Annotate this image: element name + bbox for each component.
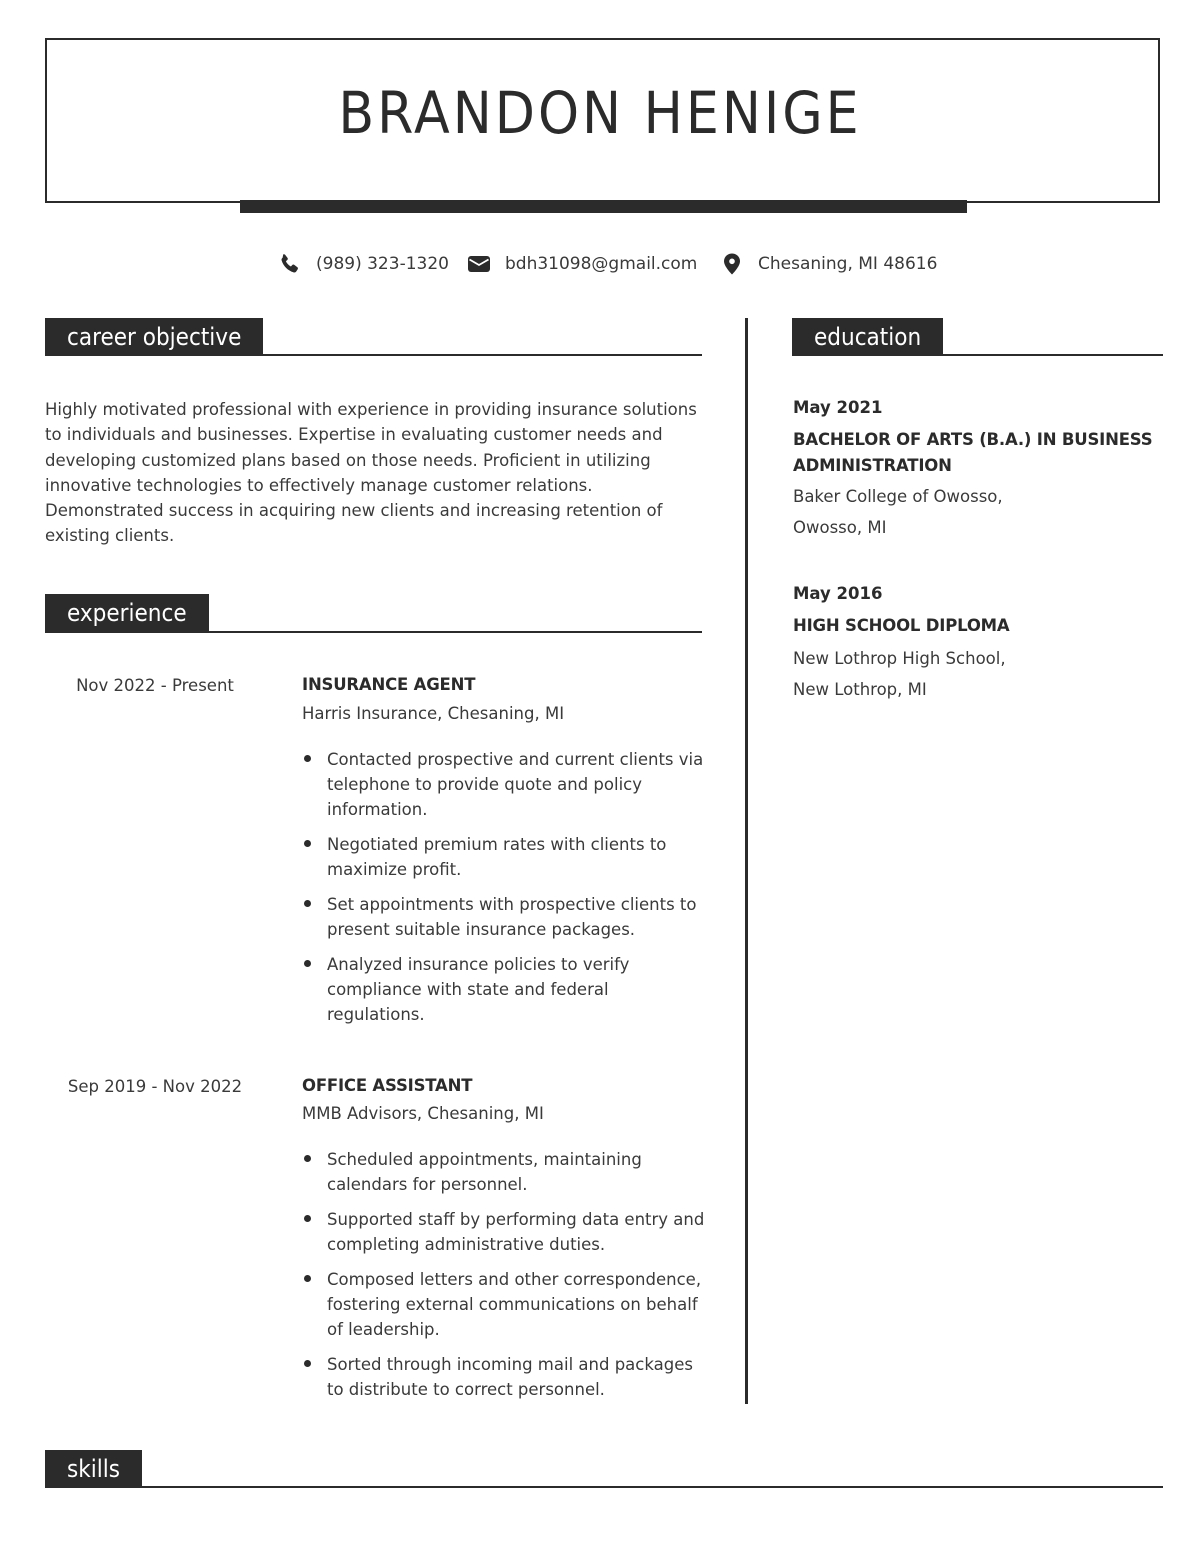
job-bullets [302, 747, 707, 1037]
candidate-name: BRANDON HENIGE [338, 79, 862, 147]
job-company: MMB Advisors, Chesaning, MI [302, 1104, 544, 1123]
education-place: Owosso, MI [793, 518, 887, 537]
education-date: May 2016 [793, 584, 883, 603]
section-rule-career-objective [45, 354, 702, 356]
job-bullets [302, 1147, 707, 1412]
education-degree: BACHELOR OF ARTS (B.A.) IN BUSINESS ADMINISTRATION [793, 430, 1153, 475]
section-title-experience: experience [45, 594, 209, 632]
contact-phone [278, 252, 449, 276]
education-date: May 2021 [793, 398, 883, 417]
section-title-skills: skills [45, 1450, 142, 1488]
list-item: Supported staff by performing data entry and completing administrative duties. [302, 1207, 707, 1257]
contact-email [467, 252, 697, 276]
education-school: New Lothrop High School, [793, 649, 1006, 668]
phone-text: (989) 323-1320 [316, 254, 449, 274]
phone-icon [278, 252, 302, 276]
column-divider [745, 318, 748, 1404]
location-pin-icon [720, 252, 744, 276]
contact-location [720, 252, 937, 276]
education-school: Baker College of Owosso, [793, 487, 1003, 506]
section-rule-experience [45, 631, 702, 633]
section-title-education: education [792, 318, 943, 356]
list-item: Analyzed insurance policies to verify compliance with state and federal regulations. [302, 952, 707, 1027]
name-underline-bar [240, 200, 967, 213]
list-item: Contacted prospective and current clients via telephone to provide quote and policy information. [302, 747, 707, 822]
list-item: Composed letters and other correspondence, fostering external communications on behalf of leadership. [302, 1267, 707, 1342]
email-text: bdh31098@gmail.com [505, 254, 698, 274]
list-item: Sorted through incoming mail and packages to distribute to correct personnel. [302, 1352, 707, 1402]
section-rule-skills [45, 1486, 1163, 1488]
envelope-icon [467, 252, 491, 276]
list-item: Scheduled appointments, maintaining calendars for personnel. [302, 1147, 707, 1197]
job-title: OFFICE ASSISTANT [302, 1076, 473, 1095]
job-dates: Nov 2022 - Present [76, 676, 234, 695]
section-title-career-objective: career objective [45, 318, 263, 356]
job-title: INSURANCE AGENT [302, 675, 476, 694]
section-rule-education [792, 354, 1163, 356]
list-item: Negotiated premium rates with clients to maximize profit. [302, 832, 707, 882]
objective-text: Highly motivated professional with experience in providing insurance solutions to individuals and businesses. Expertise in evaluating customer needs and developing customized plans based on those needs. Proficient in utilizing innovative technologies to effectively manage customer relations. Demonstrated success in acquiring new clients and increasing retention of existing clients. [45, 400, 697, 546]
education-place: New Lothrop, MI [793, 680, 927, 699]
location-text: Chesaning, MI 48616 [758, 254, 938, 274]
job-dates: Sep 2019 - Nov 2022 [67, 1077, 243, 1096]
list-item: Set appointments with prospective clients to present suitable insurance packages. [302, 892, 707, 942]
job-company: Harris Insurance, Chesaning, MI [302, 704, 565, 723]
education-degree: HIGH SCHOOL DIPLOMA [793, 616, 1010, 635]
